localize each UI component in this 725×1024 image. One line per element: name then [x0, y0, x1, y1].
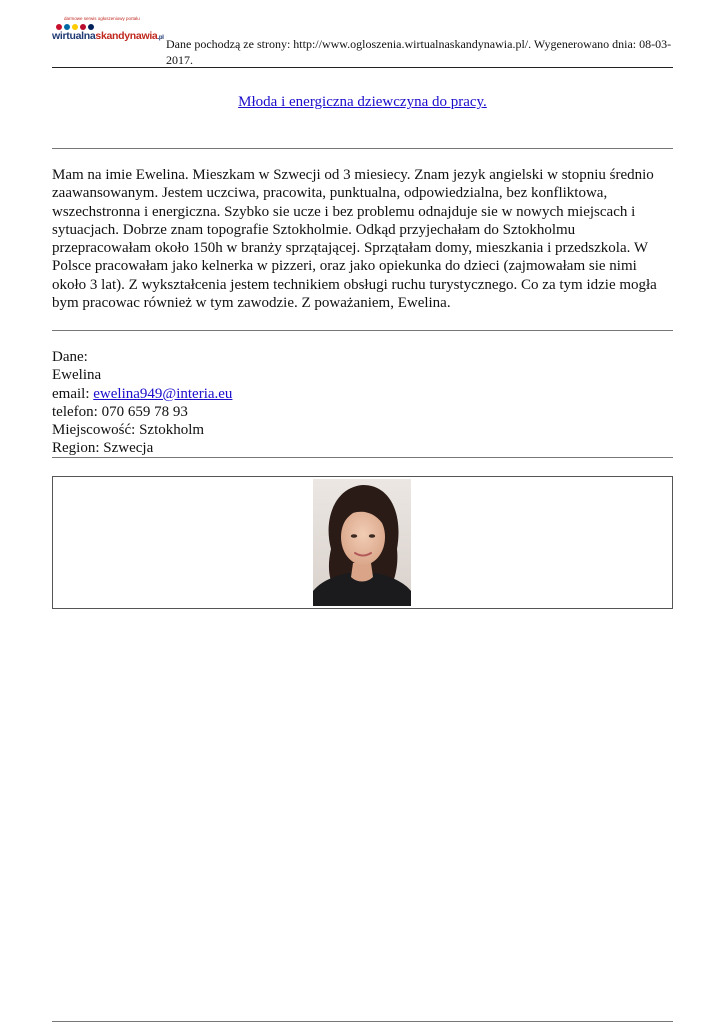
- contact-city: Miejscowość: Sztokholm: [52, 422, 205, 439]
- profile-photo: [313, 479, 411, 606]
- contact-heading: Dane:: [52, 349, 88, 365]
- listing-description: Mam na imie Ewelina. Mieszkam w Szwecji od 3 miesiecy. Znam jezyk angielski w stopniu średnio zaawansowanym. Jestem uczciwa, pracowita, punktualna, odpowiedzialna, bez konfliktowa, wszechstronna i energiczna. Szybko sie ucze i bez problemu odnajduje sie w nowych miejscach i sytuacjach. Dobrze znam topografie Sztokholmie. Odkąd przyjechałam do Sztokholmu przepracowałam około 150h w branży sprzątającej. Sprzątałam domy, mieszkania i przedszkola. W Polsce pracowałam jako kelnerka w pizzeri, oraz jako opiekunka do dzieci (zajmowałam sie nimi około 3 lat). Z wykształcenia jestem technikiem obsługi ruchu turystycznego. Co za tym idzie mogła bym pracowac również w tym zawodzie. Z poważaniem, Ewelina.: [52, 167, 657, 312]
- contact-name: Ewelina: [52, 367, 102, 384]
- logo-tagline: darmowe serwis ogłoszeniowy portalu: [64, 16, 140, 21]
- email-label: email:: [52, 385, 94, 402]
- contact-phone: telefon: 070 659 78 93: [52, 403, 188, 420]
- listing-title-link[interactable]: Młoda i energiczna dziewczyna do pracy.: [238, 94, 487, 110]
- description-divider: [52, 330, 673, 331]
- contact-divider: [52, 457, 673, 458]
- contact-region: Region: Szwecja: [52, 440, 154, 457]
- contact-block: [52, 348, 232, 458]
- title-divider: [52, 148, 673, 149]
- site-logo: [52, 16, 164, 46]
- header-divider: [52, 67, 673, 68]
- photo-frame: [52, 476, 673, 609]
- source-note: Dane pochodzą ze strony: http://www.ogloszenia.wirtualnaskandynawia.pl/. Wygenerowano dnia: 08-03-2017.: [166, 37, 672, 67]
- email-link[interactable]: ewelina949@interia.eu: [93, 385, 233, 402]
- footer-divider: [52, 1021, 673, 1022]
- listing-title: [52, 94, 673, 111]
- logo-wordmark: wirtualnaskandynawia.pl: [52, 30, 164, 42]
- contact-email-row: [52, 385, 232, 403]
